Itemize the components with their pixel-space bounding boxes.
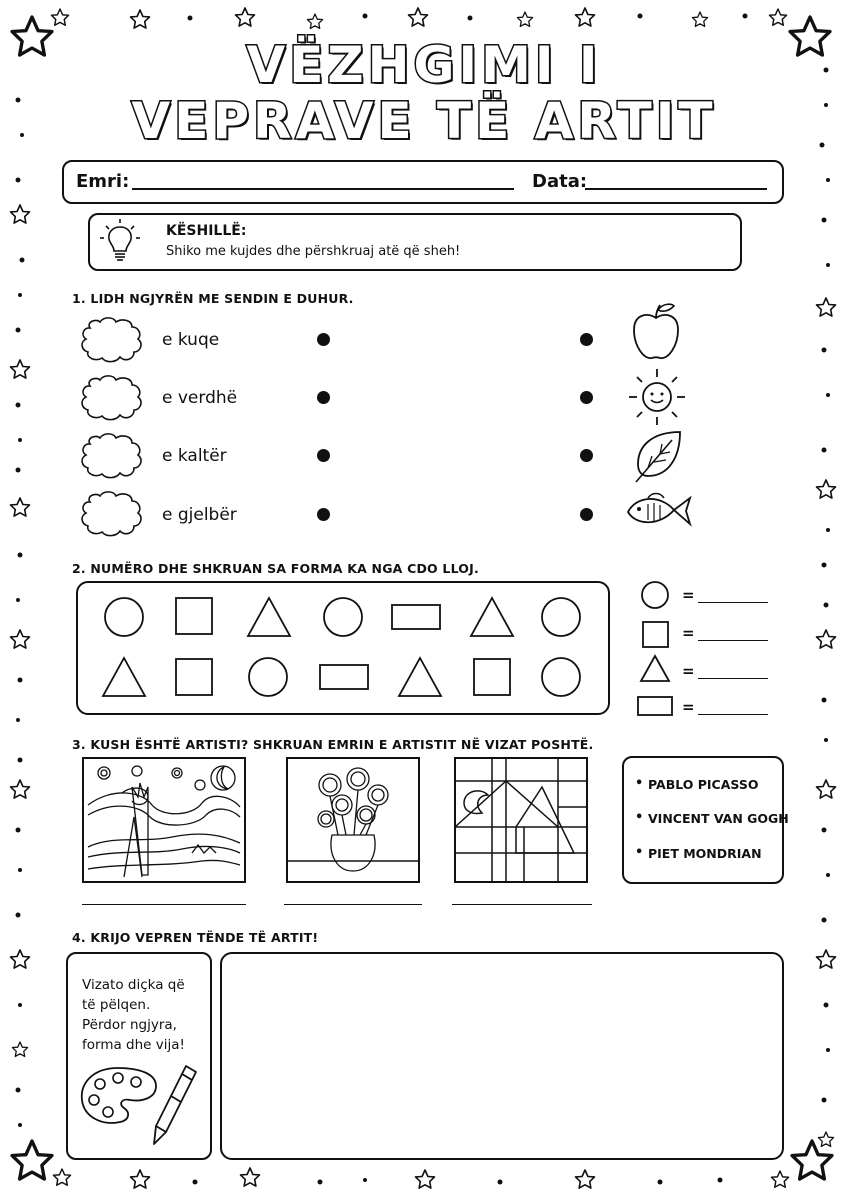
shape-square	[474, 659, 510, 695]
artist-3: • PIET MONDRIAN	[648, 846, 762, 861]
match-dot-right-3[interactable]	[580, 449, 593, 462]
fish-icon	[624, 486, 694, 536]
shape-circle	[105, 598, 143, 636]
count-field-triangle[interactable]	[698, 678, 768, 679]
artist-1: • PABLO PICASSO	[648, 777, 758, 792]
shape-square	[176, 659, 212, 695]
draw-instruction-line: të pëlqen.	[82, 997, 151, 1013]
shape-circle	[324, 598, 362, 636]
shape-circle	[249, 658, 287, 696]
shape-triangle	[103, 658, 145, 696]
title-line-1: VËZHGIMI I	[246, 36, 602, 94]
name-label: Emri:	[76, 171, 130, 192]
pencil-icon	[150, 1062, 202, 1148]
shape-square	[176, 598, 212, 634]
count-field-circle[interactable]	[698, 602, 768, 603]
section1-heading: 1. LIDH NGJYRËN ME SENDIN E DUHUR.	[72, 291, 354, 306]
leaf-icon	[632, 428, 684, 484]
color-green: e gjelbër	[162, 505, 237, 525]
answer-line-2[interactable]	[284, 904, 422, 905]
shape-triangle	[471, 598, 513, 636]
artist-2: • VINCENT VAN GOGH	[648, 811, 789, 826]
draw-instruction-line: forma dhe vija!	[82, 1037, 185, 1053]
draw-instruction-line: Vizato diçka që	[82, 977, 185, 993]
top-stars	[131, 8, 748, 28]
shapes-grid	[76, 581, 608, 713]
section4-heading: 4. KRIJO VEPREN TËNDE TË ARTIT!	[72, 930, 319, 945]
match-dot-left-2[interactable]	[317, 391, 330, 404]
legend-circle	[642, 582, 668, 608]
count-field-rectangle[interactable]	[698, 714, 768, 715]
match-dot-left-3[interactable]	[317, 449, 330, 462]
equals-sign: =	[682, 698, 695, 716]
draw-instruction-line: Përdor ngjyra,	[82, 1017, 177, 1033]
match-dot-right-2[interactable]	[580, 391, 593, 404]
color-blobs	[78, 312, 148, 542]
answer-line-3[interactable]	[452, 904, 592, 905]
sun-icon	[626, 367, 688, 427]
answer-line-1[interactable]	[82, 904, 246, 905]
shape-circle	[542, 598, 580, 636]
shape-circle	[542, 658, 580, 696]
sunflowers-picture	[286, 757, 420, 883]
match-dot-right-4[interactable]	[580, 508, 593, 521]
tip-box	[88, 213, 742, 271]
apple-icon	[628, 300, 684, 364]
shape-triangle	[248, 598, 290, 636]
section2-heading: 2. NUMËRO DHE SHKRUAN SA FORMA KA NGA CDO LLOJ.	[72, 561, 479, 576]
color-blue: e kaltër	[162, 446, 227, 466]
legend-rectangle	[638, 697, 672, 715]
tip-text: Shiko me kujdes dhe përshkruaj atë që sheh!	[166, 244, 461, 259]
starry-night-picture	[82, 757, 246, 883]
draw-instructions	[82, 975, 202, 1055]
shape-triangle	[399, 658, 441, 696]
count-field-square[interactable]	[698, 640, 768, 641]
right-stars	[817, 68, 836, 1147]
equals-sign: =	[682, 662, 695, 680]
section3-heading: 3. KUSH ËSHTË ARTISTI? SHKRUAN EMRIN E ARTISTIT NË VIZAT POSHTË.	[72, 737, 594, 752]
legend-square	[643, 622, 668, 647]
bottom-stars	[53, 1168, 788, 1188]
match-dot-left-4[interactable]	[317, 508, 330, 521]
match-dot-left-1[interactable]	[317, 333, 330, 346]
match-dot-right-1[interactable]	[580, 333, 593, 346]
title-line-2: VEPRAVE TË ARTIT	[131, 92, 717, 150]
tip-heading: KËSHILLË:	[166, 223, 247, 239]
drawing-area[interactable]	[220, 952, 784, 1160]
equals-sign: =	[682, 624, 695, 642]
left-stars	[11, 98, 30, 1128]
name-field[interactable]	[132, 188, 514, 190]
palette-icon	[78, 1064, 160, 1128]
shape-rectangle	[392, 605, 440, 629]
equals-sign: =	[682, 586, 695, 604]
shape-legend	[636, 580, 680, 720]
color-yellow: e verdhë	[162, 388, 238, 408]
legend-triangle	[641, 656, 669, 681]
name-date-bar	[62, 160, 784, 204]
lightbulb-icon	[98, 218, 142, 264]
date-field[interactable]	[585, 188, 767, 190]
shape-rectangle	[320, 665, 368, 689]
date-label: Data:	[532, 171, 588, 192]
mondrian-picture	[454, 757, 588, 883]
color-red: e kuqe	[162, 330, 220, 350]
